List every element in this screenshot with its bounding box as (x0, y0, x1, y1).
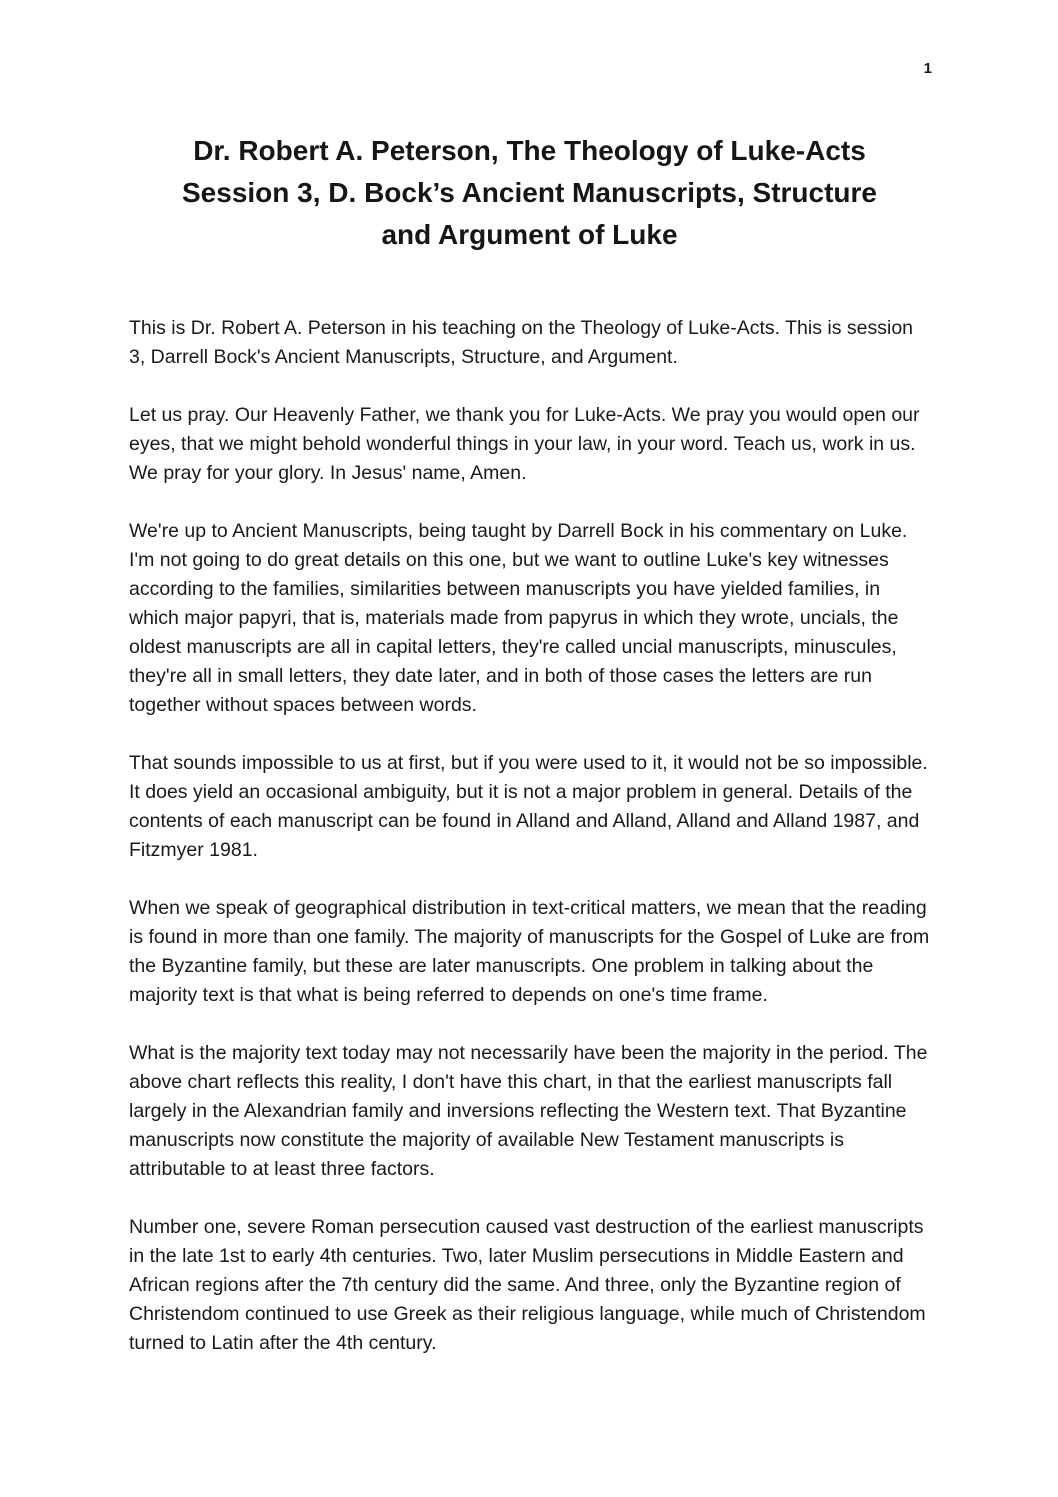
paragraph-three-factors: Number one, severe Roman persecution caused vast destruction of the earliest manuscripts in the late 1st to early 4th centuries. Two, later Muslim persecutions in Middle Eastern and African regions after the 7th century did the same. And three, only the Byzantine region of Christendom continued to use Greek as their religious language, while much of Christendom turned to Latin after the 4th century. (129, 1216, 926, 1354)
document-title (129, 130, 930, 256)
document-title-line-2: Session 3, D. Bock’s Ancient Manuscripts, Structure (182, 177, 877, 208)
paragraph-intro: This is Dr. Robert A. Peterson in his teaching on the Theology of Luke-Acts. This is session 3, Darrell Bock's Ancient Manuscripts, Structure, and Argument. (129, 317, 914, 368)
document-title-line-1: Dr. Robert A. Peterson, The Theology of Luke-Acts (193, 135, 866, 166)
paragraph-uncials-ambiguity: That sounds impossible to us at first, but if you were used to it, it would not be so impossible. It does yield an occasional ambiguity, but it is not a major problem in general. Details of the contents of each manuscript can be found in Alland and Alland, Alland and Alland 1987, and Fitzmyer 1981. (129, 752, 928, 861)
document-title-line-3: and Argument of Luke (381, 219, 678, 250)
page-number: 1 (923, 60, 932, 77)
paragraph-prayer: Let us pray. Our Heavenly Father, we thank you for Luke-Acts. We pray you would open our eyes, that we might behold wonderful things in your law, in your word. Teach us, work in us. We pray for your glory. In Jesus' name, Amen. (129, 404, 920, 484)
document-body (129, 314, 930, 1358)
paragraph-geographical-distribution: When we speak of geographical distribution in text-critical matters, we mean that the reading is found in more than one family. The majority of manuscripts for the Gospel of Luke are from the Byzantine family, but these are later manuscripts. One problem in talking about the majority text is that what is being referred to depends on one's time frame. (129, 897, 930, 1006)
paragraph-ancient-manuscripts: We're up to Ancient Manuscripts, being taught by Darrell Bock in his commentary on Luke. I'm not going to do great details on this one, but we want to outline Luke's key witnesses according to the families, similarities between manuscripts you have yielded families, in which major papyri, that is, materials made from papyrus in which they wrote, uncials, the oldest manuscripts are all in capital letters, they're called uncial manuscripts, minuscules, they're all in small letters, they date later, and in both of those cases the letters are run together without spaces between words. (129, 520, 908, 716)
paragraph-majority-text: What is the majority text today may not necessarily have been the majority in the period. The above chart reflects this reality, I don't have this chart, in that the earliest manuscripts fall largely in the Alexandrian family and inversions reflecting the Western text. That Byzantine manuscripts now constitute the majority of available New Testament manuscripts is attributable to at least three factors. (129, 1042, 928, 1180)
